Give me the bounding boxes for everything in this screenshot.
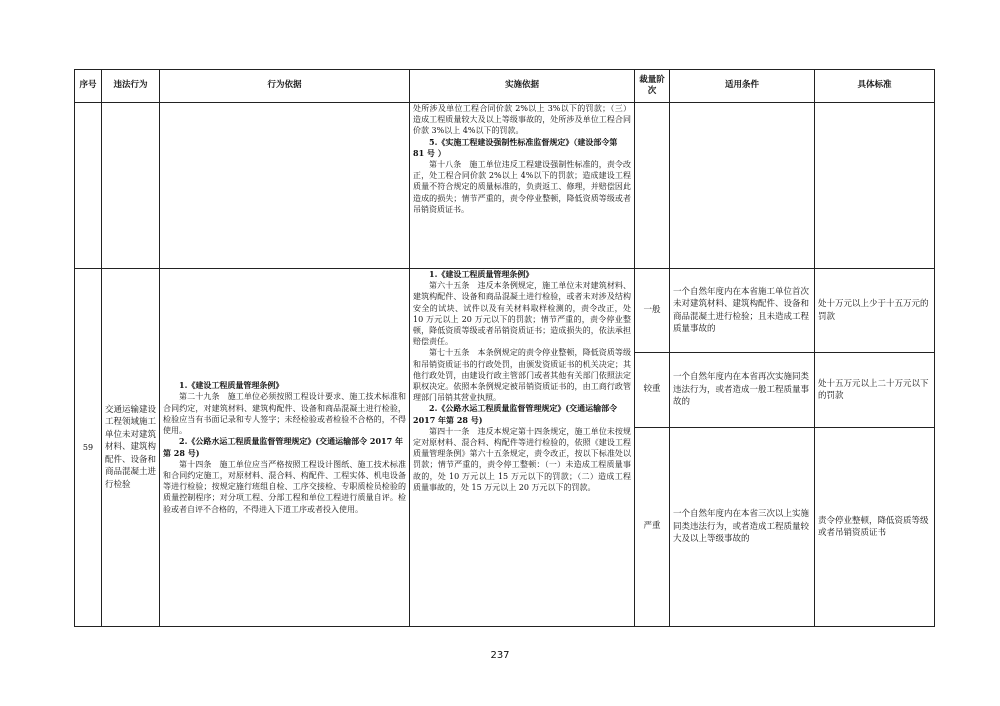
page-number: 237 [490,650,510,661]
basis-law1-title: 1.《建设工程质量管理条例》 [179,380,284,391]
header-row [75,70,935,103]
level-standard: 责令停业整顿，降低资质等级或者吊销资质证书 [815,428,935,627]
level-name: 一般 [635,269,670,353]
row-impl [410,269,635,627]
row-basis [160,269,410,627]
impl-law1-text2: 第七十五条 本条例规定的责令停业整顿，降低资质等级和吊销资质证书的行政处罚，由颁发资质证书的机关决定；其他行政处罚，由建设行政主管部门或者其他有关部门依照法定职权决定。依照本条例规定被吊销资质证书的，由工商行政管理部门吊销其营业执照。 [413,348,631,403]
impl-law1-title: 1.《建设工程质量管理条例》 [429,269,534,279]
level-name: 严重 [635,428,670,627]
continued-text: 处所涉及单位工程合同价款 2%以上 3%以下的罚款；（三）造成工程质量较大及以上等级事故的，处所涉及单位工程合同价款 3%以上 4%以下的罚款。 [413,104,631,136]
impl-law2-title: 2.《公路水运工程质量监督管理规定》(交通运输部令 2017 年第 28 号) [413,403,618,425]
level-standard: 处十万元以上少于十五万元的罚款 [815,269,935,353]
level-condition: 一个自然年度内在本省施工单位首次未对建筑材料、建筑构配件、设备和商品混凝土进行检验；且未造成工程质量事故的 [670,269,815,353]
impl-law1-text: 第六十五条 违反本条例规定，施工单位未对建筑材料、建筑构配件、设备和商品混凝土进行检验，或者未对涉及结构安全的试块、试件以及有关材料取样检测的，责令改正，处 10 万元以上 20 万元以下的罚款；情节严重的，责令停业整顿，降低资质等级或者吊销资质证书；造成损失的，依法承担赔偿责任。 [413,281,631,347]
basis-law2-text: 第十四条 施工单位应当严格按照工程设计图纸、施工技术标准和合同约定施工，对原材料、混合料、构配件、工程实体、机电设备等进行检验；按规定施行班组自检、工序交接检、专职质检员检验的质量控制程序；对分项工程、分部工程和单位工程进行质量自评。检验或者自评不合格的，不得进入下道工序或者投入使用。 [163,459,406,514]
header-standard: 具体标准 [815,70,935,103]
level-name: 较重 [635,353,670,428]
level-condition: 一个自然年度内在本省三次以上实施同类违法行为，或者造成工程质量较大及以上等级事故的 [670,428,815,627]
level-standard: 处十五万元以上二十万元以下的罚款 [815,353,935,428]
law5-text: 第十八条 施工单位违反工程建设强制性标准的，责令改正，处工程合同价款 2%以上 4%以下的罚款；造成建设工程质量不符合规定的质量标准的，负责返工、修理，并赔偿因此造成的损失；情节严重的，责令停业整顿，降低资质等级或者吊销资质证书。 [413,160,631,214]
basis-law2-title: 2.《公路水运工程质量监督管理规定》(交通运输部令 2017 年第 28 号) [163,436,403,458]
cell-empty [75,103,102,269]
header-condition: 适用条件 [670,70,815,103]
header-seq: 序号 [75,70,102,103]
row-seq: 59 [75,269,102,627]
header-violation: 违法行为 [102,70,160,103]
cell-empty [815,103,935,269]
header-impl: 实施依据 [410,70,635,103]
row-59-level-general [75,269,935,353]
header-level: 裁量阶次 [635,70,670,103]
law5-title: 5.《实施工程建设强制性标准监督规定》（建设部令第 81 号 ） [413,136,618,158]
header-basis: 行为依据 [160,70,410,103]
cell-empty [635,103,670,269]
cell-empty [160,103,410,269]
basis-law1-text: 第二十九条 施工单位必须按照工程设计要求、施工技术标准和合同约定，对建筑材料、建筑构配件、设备和商品混凝土进行检验，检验应当有书面记录和专人签字；未经检验或者检验不合格的，不得使用。 [163,392,406,436]
cell-empty [670,103,815,269]
cell-empty [102,103,160,269]
level-condition: 一个自然年度内在本省再次实施同类违法行为，或者造成一般工程质量事故的 [670,353,815,428]
continued-row [75,103,935,269]
impl-law2-text: 第四十一条 违反本规定第十四条规定，施工单位未按规定对原材料、混合料、构配件等进行检验的，依照《建设工程质量管理条例》第六十五条规定，责令改正，按以下标准处以罚款；情节严重的，责令停工整顿：（一）未造成工程质量事故的，处 10 万元以上 15 万元以下的罚款；（二）造成工程质量事故的，处 15 万元以上 20 万元以下的罚款。 [413,426,631,492]
row-violation: 交通运输建设工程领域施工单位未对建筑材料、建筑构配件、设备和商品混凝土进行检验 [102,269,160,627]
continued-impl-cell [410,103,635,269]
penalty-table [74,69,935,627]
